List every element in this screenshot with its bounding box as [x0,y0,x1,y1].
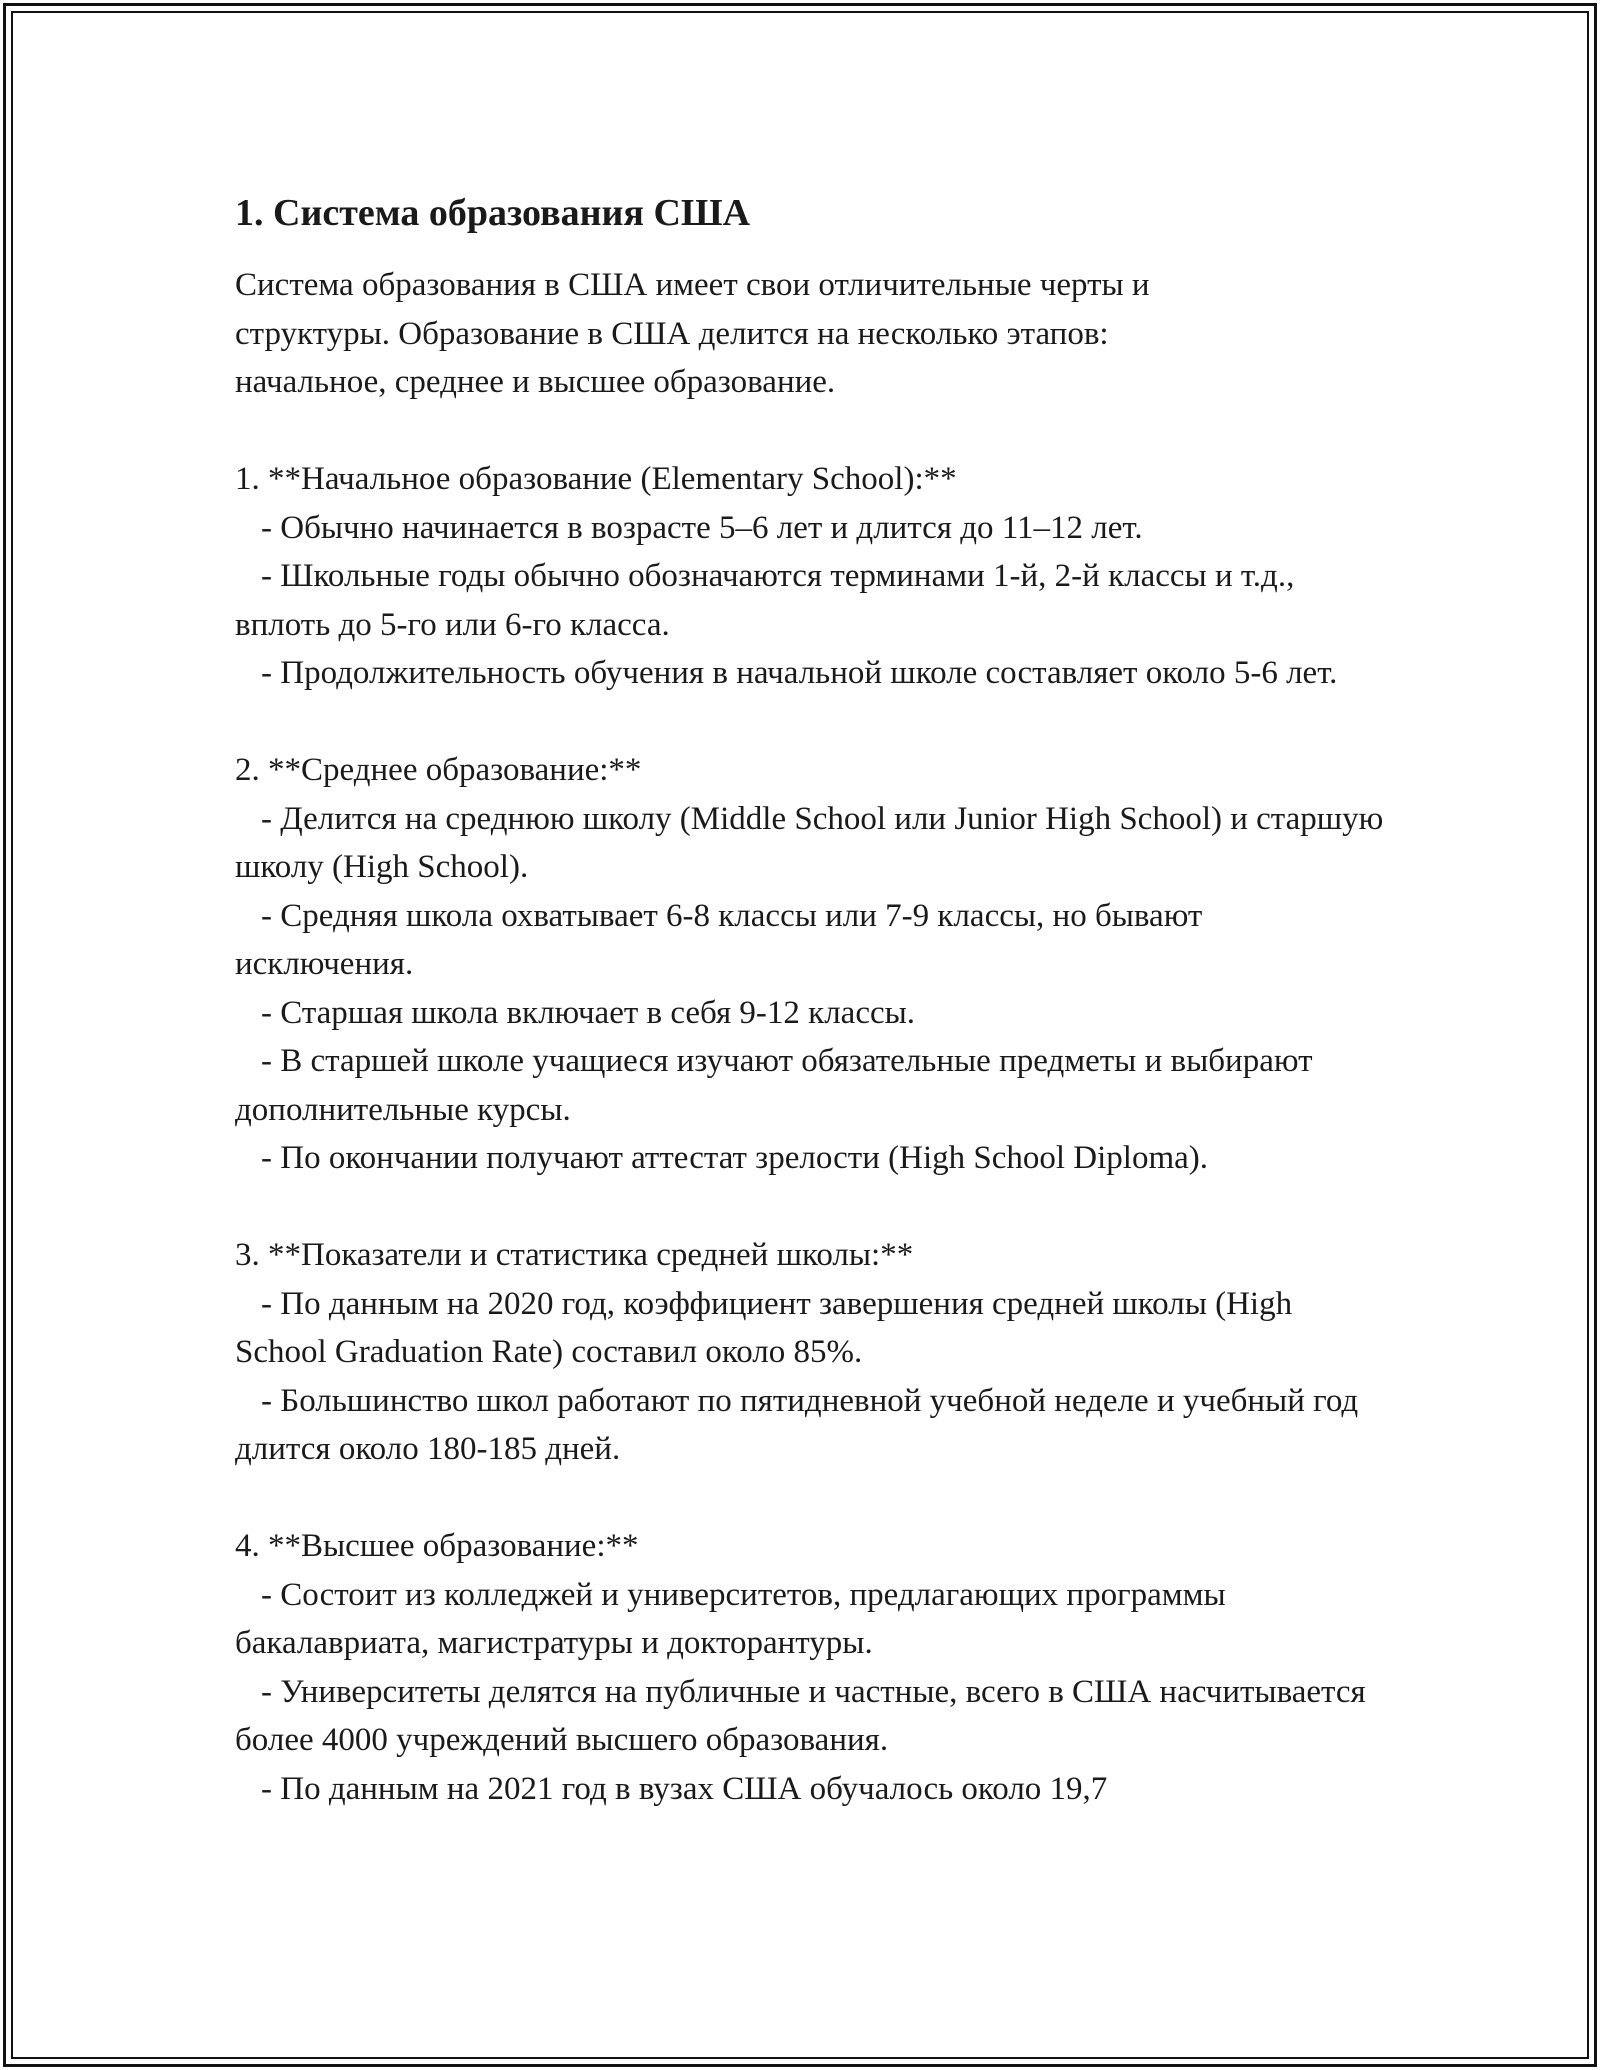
list-item: - По данным на 2020 год, коэффициент завершения средней школы (High School Graduation Rate) составил около 85%. [235,1285,1293,1370]
document-title: 1. Система образования США [235,192,751,234]
spacer [235,1183,1385,1232]
list-item: - В старшей школе учащиеся изучают обязательные предметы и выбирают дополнительные курсы. [235,1043,1313,1128]
list-item: - Университеты делятся на публичные и частные, всего в США насчитывается более 4000 учреждений высшего образования. [235,1673,1366,1758]
document-body [235,185,1385,1813]
spacer [235,1474,1385,1523]
section-heading-statistics: 3. **Показатели и статистика средней школы:** [235,1237,914,1273]
list-item: - Школьные годы обычно обозначаются терминами 1-й, 2-й классы и т.д., вплоть до 5-го или 6-го класса. [235,558,1295,643]
list-item: - Обычно начинается в возрасте 5–6 лет и длится до 11–12 лет. [261,509,1143,546]
spacer [235,407,1385,456]
list-item: - По окончании получают аттестат зрелости (High School Diploma). [261,1140,1209,1176]
list-item: - Средняя школа охватывает 6-8 классы или 7-9 классы, но бывают исключения. [235,897,1203,982]
list-item: - По данным на 2021 год в вузах США обучалось около 19,7 [261,1770,1108,1807]
section-heading-elementary: 1. **Начальное образование (Elementary School):** [235,461,957,497]
list-item: - Продолжительность обучения в начальной школе составляет около 5-6 лет. [261,655,1338,691]
list-item: - Делится на среднюю школу (Middle School или Junior High School) и старшую школу (High School). [235,800,1384,885]
list-item: - Большинство школ работают по пятидневной учебной неделе и учебный год длится около 180-185 дней. [235,1382,1359,1467]
section-heading-higher: 4. **Высшее образование:** [235,1528,639,1564]
list-item: - Состоит из колледжей и университетов, предлагающих программы бакалавриата, магистратуры и докторантуры. [235,1576,1226,1661]
intro-paragraph: Система образования в США имеет свои отличительные черты и структуры. Образование в США делится на несколько этапов: начальное, среднее и высшее образование. [235,267,1150,400]
spacer [235,698,1385,747]
section-heading-secondary: 2. **Среднее образование:** [235,752,642,788]
list-item: - Старшая школа включает в себя 9-12 классы. [261,994,916,1031]
